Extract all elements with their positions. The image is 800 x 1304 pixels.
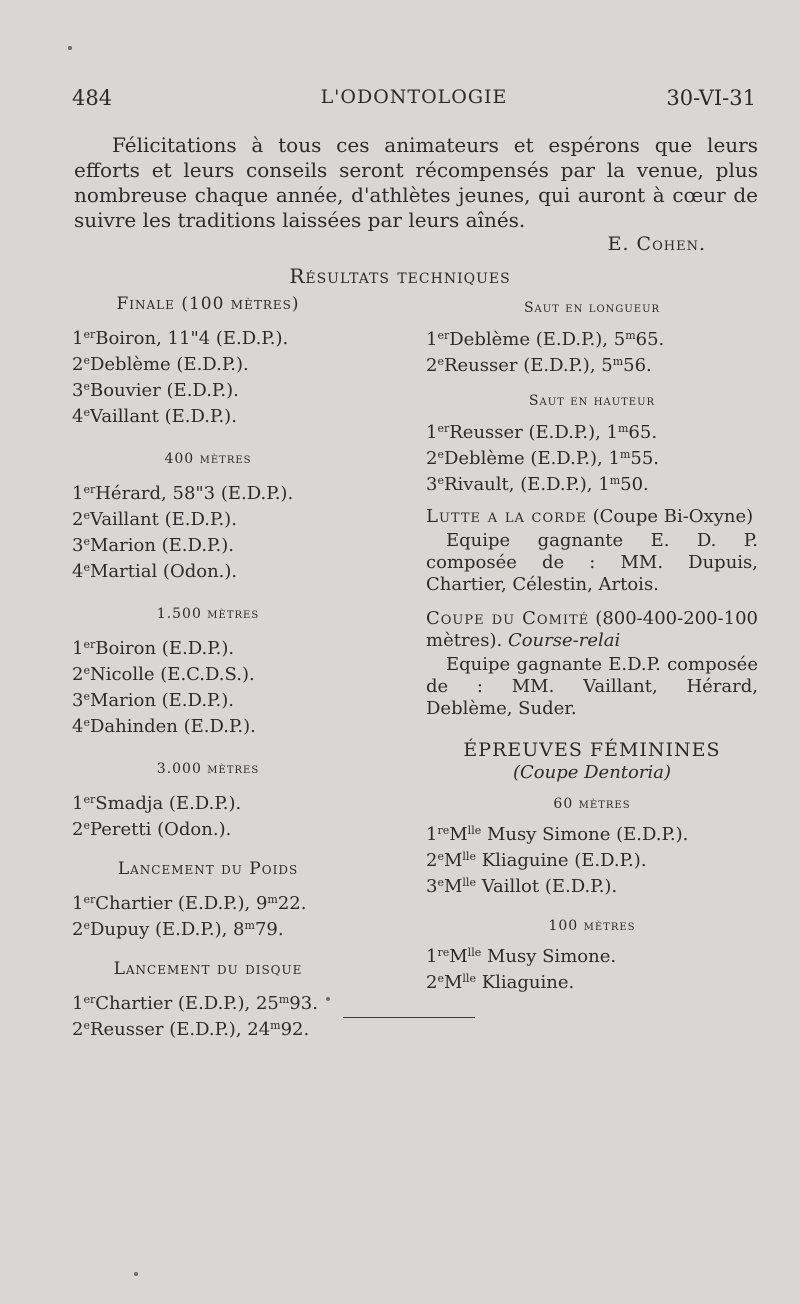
rank-number: 1 [72, 793, 84, 814]
rank-number: 2 [426, 448, 438, 469]
athlete-result: Kliaguine. [481, 972, 575, 993]
event-title-60m: 60 mètres [553, 796, 631, 812]
end-rule [343, 1017, 475, 1018]
result-row [426, 846, 758, 872]
athlete-result: Reusser (E.D.P.), 5 [443, 355, 613, 376]
intro-paragraph: Félicitations à tous ces animateurs et espérons que leurs efforts et leurs conseils seront récompensés par la venue, plus nombreuse chaque année, d'athlètes jeunes, qui auront à cœur de suivre les traditions laissées par leurs aînés. [74, 133, 758, 232]
result-row [72, 531, 344, 557]
rank-number: 2 [72, 354, 84, 375]
feminine-events-cup: (Coupe Dentoria) [513, 762, 671, 783]
rank-suffix: er [83, 638, 96, 651]
right-column [426, 296, 758, 994]
athlete-result: Marion (E.D.P.). [89, 535, 234, 556]
athlete-result: Musy Simone. [486, 946, 617, 967]
result-row [72, 505, 344, 531]
results-poids [72, 889, 344, 941]
title-initial: M [443, 876, 463, 897]
results-100m-fem [426, 942, 758, 994]
rank-suffix: e [437, 355, 444, 368]
measure-decimal: 65. [628, 422, 658, 443]
result-row [72, 712, 344, 738]
event-title-finale: Finale (100 mètres) [116, 294, 300, 314]
rank-number: 2 [72, 919, 84, 940]
measure-unit: m [625, 329, 636, 342]
result-row [72, 686, 344, 712]
athlete-result: Reusser (E.D.P.), 24 [89, 1019, 271, 1040]
rank-number: 3 [72, 380, 84, 401]
rank-number: 1 [72, 328, 84, 349]
athlete-result: Deblème (E.D.P.). [89, 354, 249, 375]
results-1500m [72, 634, 344, 738]
event-title-corde-sponsor: (Coupe Bi-Oxyne) [592, 506, 754, 527]
rank-suffix: e [83, 509, 90, 522]
athlete-result: Hérard, 58"3 (E.D.P.). [95, 483, 294, 504]
measure-decimal: 93. [289, 993, 318, 1014]
measure-unit: m [278, 993, 290, 1006]
athlete-result: Smadja (E.D.P.). [95, 793, 242, 814]
athlete-result: Boiron (E.D.P.). [95, 638, 235, 659]
paper-speck [68, 46, 72, 50]
event-comite [426, 608, 758, 652]
rank-number: 3 [426, 876, 438, 897]
rank-number: 2 [72, 509, 84, 530]
athlete-result: Dupuy (E.D.P.), 8 [89, 919, 245, 940]
rank-suffix: er [437, 422, 450, 435]
rank-suffix: re [437, 946, 450, 959]
athlete-result: Deblème (E.D.P.), 1 [443, 448, 620, 469]
athlete-result: Peretti (Odon.). [89, 819, 232, 840]
result-row [72, 634, 344, 660]
athlete-result: Reusser (E.D.P.), 1 [449, 422, 618, 443]
rank-number: 1 [426, 824, 438, 845]
rank-number: 1 [426, 422, 438, 443]
rank-suffix: e [83, 690, 90, 703]
rank-suffix: er [83, 893, 96, 906]
event-title-disque: Lancement du disque [113, 959, 303, 979]
rank-number: 2 [72, 664, 84, 685]
rank-suffix: e [83, 1019, 90, 1032]
athlete-result: Vaillot (E.D.P.). [481, 876, 618, 897]
result-row [72, 915, 344, 941]
event-title-100m-fem: 100 mètres [548, 918, 636, 934]
left-column [72, 292, 344, 1041]
rank-suffix: e [437, 474, 444, 487]
rank-number: 2 [72, 1019, 84, 1040]
rank-number: 4 [72, 406, 84, 427]
event-title-3000m: 3.000 mètres [156, 761, 260, 777]
result-row [72, 557, 344, 583]
result-row [426, 325, 758, 351]
paper-speck [326, 997, 330, 1001]
athlete-result: Chartier (E.D.P.), 25 [95, 993, 279, 1014]
result-row [426, 968, 758, 994]
results-400m [72, 479, 344, 583]
results-60m [426, 820, 758, 898]
athlete-result: Martial (Odon.). [89, 561, 238, 582]
event-title-comite-type: Course-relai [507, 630, 621, 651]
result-row [72, 479, 344, 505]
measure-decimal: 22. [277, 893, 307, 914]
result-row [72, 815, 344, 841]
result-row [72, 1015, 344, 1041]
event-title-comite: Coupe du Comité [426, 608, 590, 629]
issue-date: 30-VI-31 [666, 86, 756, 110]
rank-suffix: e [83, 664, 90, 677]
rank-number: 1 [426, 946, 438, 967]
athlete-result: Boiron, 11"4 (E.D.P.). [95, 328, 289, 349]
rank-suffix: e [83, 716, 90, 729]
measure-unit: m [244, 919, 255, 932]
paper-speck [134, 1272, 138, 1276]
rank-suffix: e [437, 850, 444, 863]
title-initial: M [443, 850, 463, 871]
measure-decimal: 55. [630, 448, 660, 469]
title-suffix: lle [462, 850, 476, 863]
event-title-poids: Lancement du Poids [117, 859, 299, 879]
rank-number: 4 [72, 716, 84, 737]
measure-decimal: 92. [280, 1019, 310, 1040]
result-row [426, 942, 758, 968]
results-finale [72, 324, 344, 428]
page-number: 484 [72, 86, 113, 110]
rank-number: 1 [72, 893, 84, 914]
rank-suffix: e [437, 972, 444, 985]
event-corde [426, 506, 758, 528]
results-3000m [72, 789, 344, 841]
rank-number: 4 [72, 561, 84, 582]
result-row [72, 789, 344, 815]
event-title-corde: Lutte a la corde [426, 506, 587, 527]
rank-number: 1 [72, 638, 84, 659]
rank-number: 3 [426, 474, 438, 495]
title-suffix: lle [462, 972, 476, 985]
result-row [72, 376, 344, 402]
rank-number: 1 [72, 993, 84, 1014]
event-title-400m: 400 mètres [164, 451, 252, 467]
measure-decimal: 65. [635, 329, 665, 350]
result-row [72, 889, 344, 915]
result-row [426, 444, 758, 470]
measure-unit: m [612, 355, 624, 368]
measure-unit: m [270, 1019, 281, 1032]
event-title-comite-distances: (800-400-200-100 mètres). [426, 608, 758, 651]
rank-suffix: er [83, 483, 96, 496]
event-title-hauteur: Saut en hauteur [528, 393, 656, 409]
rank-number: 2 [426, 972, 438, 993]
athlete-result: Nicolle (E.C.D.S.). [89, 664, 255, 685]
athlete-result: Vaillant (E.D.P.). [89, 406, 237, 427]
rank-number: 1 [72, 483, 84, 504]
result-row [426, 820, 758, 846]
rank-number: 3 [72, 535, 84, 556]
measure-decimal: 50. [620, 474, 649, 495]
rank-suffix: e [83, 380, 90, 393]
measure-decimal: 79. [254, 919, 284, 940]
rank-suffix: e [83, 406, 90, 419]
event-title-longueur: Saut en longueur [523, 300, 661, 316]
result-row [72, 660, 344, 686]
rank-suffix: e [83, 535, 90, 548]
measure-decimal: 56. [623, 355, 652, 376]
title-initial: M [449, 824, 468, 845]
measure-unit: m [267, 893, 278, 906]
rank-number: 3 [72, 690, 84, 711]
result-row [72, 324, 344, 350]
result-row [72, 402, 344, 428]
running-header [72, 86, 756, 116]
rank-suffix: er [83, 793, 96, 806]
title-suffix: lle [462, 876, 476, 889]
rank-suffix: e [83, 354, 90, 367]
rank-suffix: re [437, 824, 450, 837]
rank-suffix: e [83, 919, 90, 932]
result-row [72, 989, 344, 1015]
corde-team: Equipe gagnante E. D. P. composée de : MM. Dupuis, Chartier, Célestin, Artois. [426, 530, 758, 595]
author-signature: E. Cohen. [607, 233, 706, 255]
rank-suffix: e [83, 819, 90, 832]
rank-suffix: er [83, 993, 96, 1006]
results-hauteur [426, 418, 758, 496]
rank-suffix: e [437, 448, 444, 461]
journal-title: L'ODONTOLOGIE [320, 86, 508, 108]
rank-number: 1 [426, 329, 438, 350]
athlete-result: Kliaguine (E.D.P.). [481, 850, 647, 871]
rank-suffix: er [83, 328, 96, 341]
measure-unit: m [619, 448, 631, 461]
title-initial: M [449, 946, 468, 967]
result-row [72, 350, 344, 376]
title-initial: M [443, 972, 463, 993]
comite-team: Equipe gagnante E.D.P. composée de : MM. Vaillant, Hérard, Deblème, Suder. [426, 654, 758, 719]
athlete-result: Chartier (E.D.P.), 9 [95, 893, 268, 914]
rank-suffix: er [437, 329, 450, 342]
athlete-result: Vaillant (E.D.P.). [89, 509, 237, 530]
title-suffix: lle [467, 946, 482, 959]
athlete-result: Deblème (E.D.P.), 5 [449, 329, 626, 350]
title-suffix: lle [467, 824, 482, 837]
results-disque [72, 989, 344, 1041]
result-row [426, 418, 758, 444]
results-longueur [426, 325, 758, 377]
measure-unit: m [609, 474, 621, 487]
athlete-result: Marion (E.D.P.). [89, 690, 234, 711]
athlete-result: Bouvier (E.D.P.). [89, 380, 239, 401]
feminine-events-title: ÉPREUVES FÉMININES [463, 739, 721, 761]
rank-suffix: e [83, 561, 90, 574]
section-title: Résultats techniques [289, 264, 511, 288]
rank-number: 2 [426, 850, 438, 871]
measure-unit: m [617, 422, 629, 435]
result-row [426, 470, 758, 496]
athlete-result: Musy Simone (E.D.P.). [486, 824, 689, 845]
result-row [426, 872, 758, 898]
rank-suffix: e [437, 876, 444, 889]
rank-number: 2 [72, 819, 84, 840]
result-row [426, 351, 758, 377]
event-title-1500m: 1.500 mètres [156, 606, 260, 622]
rank-number: 2 [426, 355, 438, 376]
athlete-result: Dahinden (E.D.P.). [89, 716, 256, 737]
athlete-result: Rivault, (E.D.P.), 1 [443, 474, 610, 495]
